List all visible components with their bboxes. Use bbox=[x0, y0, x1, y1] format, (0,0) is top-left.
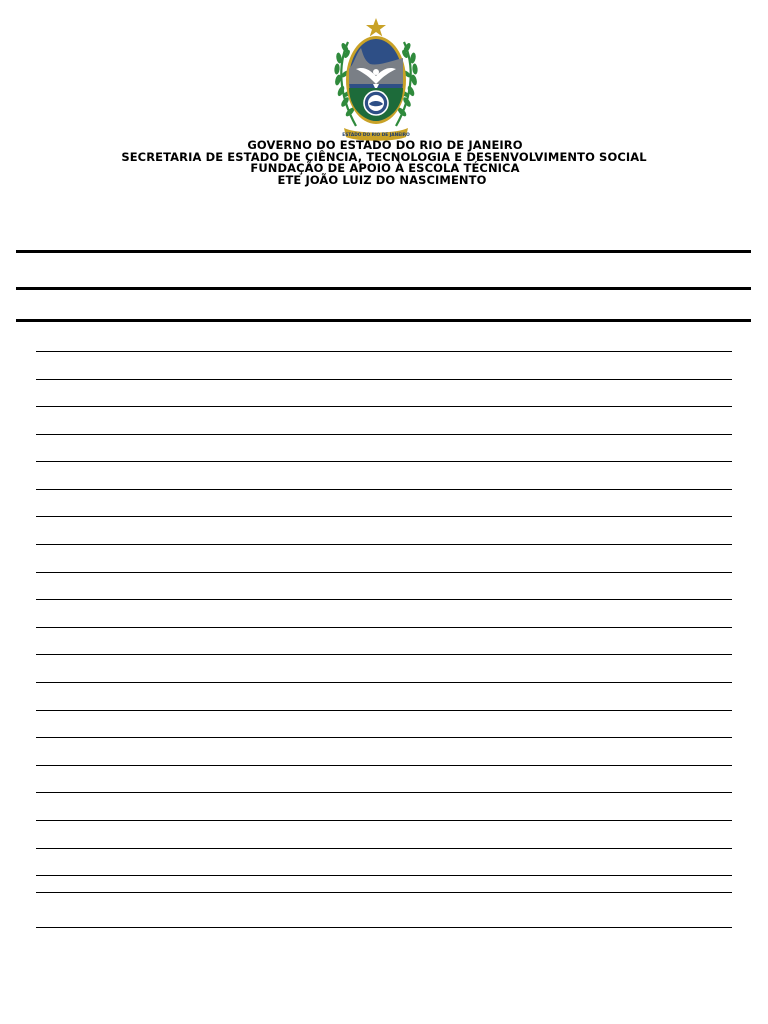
writing-line[interactable] bbox=[36, 737, 732, 738]
coat-of-arms-emblem bbox=[326, 14, 426, 144]
writing-line[interactable] bbox=[36, 927, 732, 928]
writing-line[interactable] bbox=[36, 654, 732, 655]
writing-line[interactable] bbox=[36, 406, 732, 407]
writing-line[interactable] bbox=[36, 599, 732, 600]
writing-line[interactable] bbox=[36, 461, 732, 462]
title-rule-middle bbox=[16, 287, 751, 290]
writing-line[interactable] bbox=[36, 351, 732, 352]
star-icon bbox=[366, 18, 386, 37]
writing-line[interactable] bbox=[36, 544, 732, 545]
header-secretariat: SECRETARIA DE ESTADO DE CIÊNCIA, TECNOLOGIA E DESENVOLVIMENTO SOCIAL bbox=[121, 149, 647, 164]
writing-line[interactable] bbox=[36, 572, 732, 573]
writing-line[interactable] bbox=[36, 710, 732, 711]
header-school: ETE JOÃO LUIZ DO NASCIMENTO bbox=[277, 172, 487, 187]
writing-line[interactable] bbox=[36, 489, 732, 490]
writing-line[interactable] bbox=[36, 848, 732, 849]
writing-line[interactable] bbox=[36, 434, 732, 435]
writing-line[interactable] bbox=[36, 765, 732, 766]
writing-line[interactable] bbox=[36, 820, 732, 821]
writing-line[interactable] bbox=[36, 682, 732, 683]
institution-header bbox=[0, 140, 768, 186]
title-rule-top bbox=[16, 250, 751, 253]
svg-text:ESTADO DO RIO DE JANEIRO: ESTADO DO RIO DE JANEIRO bbox=[342, 133, 410, 138]
writing-line[interactable] bbox=[36, 516, 732, 517]
writing-line[interactable] bbox=[36, 792, 732, 793]
header-foundation: FUNDAÇÃO DE APOIO À ESCOLA TÉCNICA bbox=[250, 161, 520, 175]
writing-line[interactable] bbox=[36, 379, 732, 380]
writing-line[interactable] bbox=[36, 875, 732, 876]
writing-line[interactable] bbox=[36, 627, 732, 628]
header-government: GOVERNO DO ESTADO DO RIO DE JANEIRO bbox=[247, 138, 523, 152]
writing-line[interactable] bbox=[36, 892, 732, 893]
title-rule-bottom bbox=[16, 319, 751, 322]
